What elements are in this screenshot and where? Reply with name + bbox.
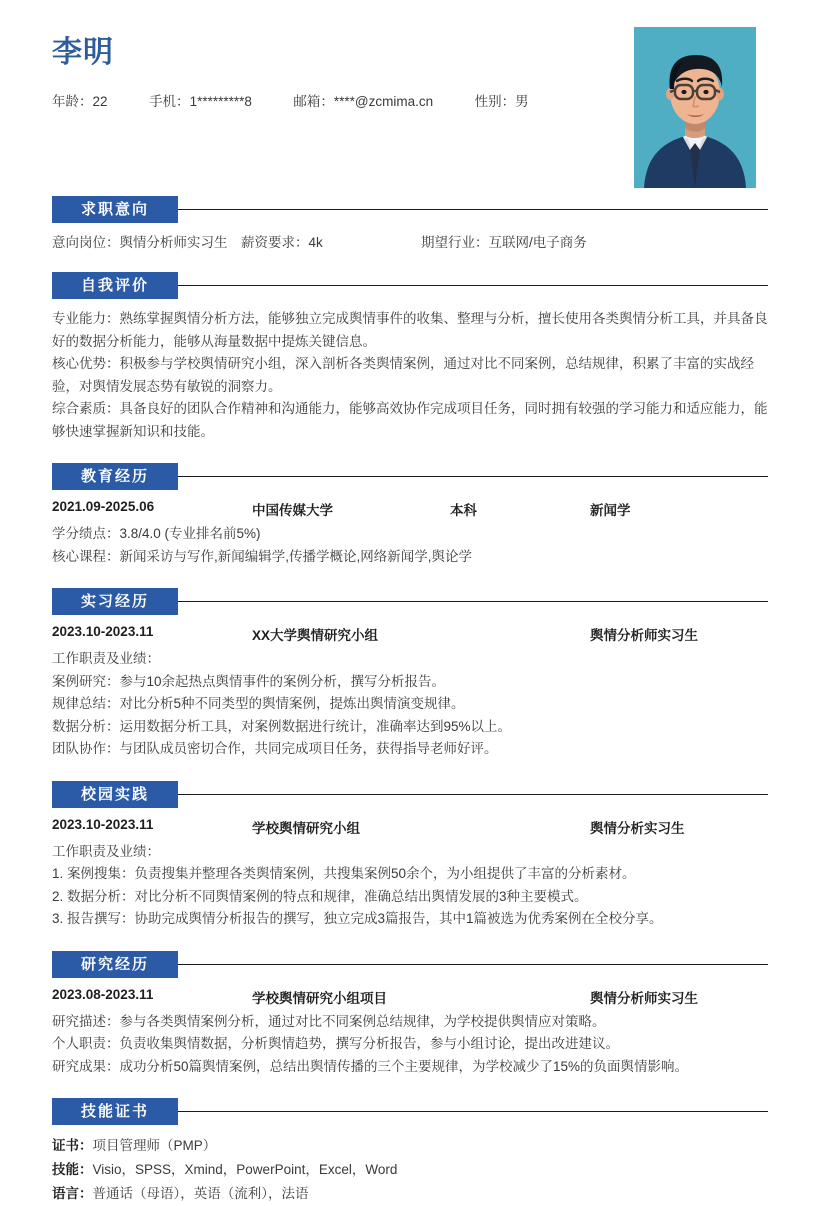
section-header-research [52,951,768,978]
contact-phone-label: 手机： [149,94,190,109]
education-major: 新闻学 [590,503,631,518]
research-role: 舆情分析师实习生 [590,990,698,1006]
section-internship [52,588,768,761]
skills-row-certificate [52,1134,768,1158]
section-title-education: 教育经历 [52,463,178,490]
contact-email-value: ****@zcmima.cn [333,94,434,109]
campus-org: 学校舆情研究小组 [252,820,360,836]
skills-value: 普通话（母语），英语（流利），法语 [92,1186,309,1201]
spacer [52,931,768,951]
page-title: 李明 [52,36,114,69]
contact-age-value: 22 [92,94,108,109]
section-skills [52,1098,768,1206]
list-item: 工作职责及业绩： [52,843,160,859]
section-header-self-evaluation [52,272,768,299]
section-education [52,463,768,568]
objective-industry-value: 互联网/电子商务 [488,235,587,250]
list-item: 案例研究：参与10余起热点舆情事件的案例分析，撰写分析报告。 [52,673,446,689]
campus-role: 舆情分析实习生 [590,820,685,836]
section-title-research: 研究经历 [52,951,178,978]
list-item: 数据分析：运用数据分析工具，对案例数据进行统计，准确率达到95%以上。 [52,718,512,734]
spacer [52,443,768,463]
skills-value: Visio，SPSS，Xmind，PowerPoint，Excel，Word [92,1162,398,1177]
section-title-objective: 求职意向 [52,196,178,223]
avatar [634,27,756,188]
skills-label: 语言： [52,1186,93,1201]
campus-details [52,841,768,931]
list-item: 规律总结：对比分析5种不同类型的舆情案例，提炼出舆情演变规律。 [52,696,465,711]
spacer [52,1078,768,1098]
section-title-self-evaluation: 自我评价 [52,272,178,299]
objective-body [52,232,768,254]
list-item: 3. 报告撰写：协助完成舆情分析报告的撰写，独立完成3篇报告，其中1篇被选为优秀案例在全校分享。 [52,911,663,926]
section-title-skills: 技能证书 [52,1098,178,1125]
section-campus-practice [52,781,768,931]
list-item: 2. 数据分析：对比分析不同舆情案例的特点和规律，准确总结出舆情发展的3种主要模式。 [52,888,588,904]
section-self-evaluation [52,272,768,443]
internship-org: XX大学舆情研究小组 [252,628,379,643]
education-entry-row [52,499,768,521]
resume-header [52,0,768,196]
objective-industry [421,232,587,255]
section-header-internship [52,588,768,615]
list-item: 研究描述：参与各类舆情案例分析，通过对比不同案例总结规律，为学校提供舆情应对策略。 [52,1013,606,1029]
objective-salary [241,232,323,255]
education-courses: 核心课程：新闻采访与写作,新闻编辑学,传播学概论,网络新闻学,舆论学 [52,548,473,564]
internship-details [52,648,768,761]
contact-phone [149,92,252,112]
skills-label: 技能： [52,1162,93,1177]
objective-position [52,232,228,255]
self-evaluation-body [52,308,768,443]
section-research [52,951,768,1079]
list-item: 团队协作：与团队成员密切合作，共同完成项目任务，获得指导老师好评。 [52,741,498,756]
objective-industry-label: 期望行业： [421,235,489,250]
section-header-education [52,463,768,490]
section-header-skills [52,1098,768,1125]
contact-email [293,92,433,112]
section-header-campus-practice [52,781,768,808]
education-details [52,523,768,568]
section-header-objective [52,196,768,223]
section-objective [52,196,768,254]
contact-phone-value: 1*********8 [189,94,252,109]
paragraph: 综合素质：具备良好的团队合作精神和沟通能力，能够高效协作完成项目任务，同时拥有较强的学习能力和适应能力，能够快速掌握新知识和技能。 [52,401,768,439]
paragraph: 核心优势：积极参与学校舆情研究小组，深入剖析各类舆情案例，通过对比不同案例，总结规律，积累了丰富的实战经验，对舆情发展态势有敏锐的洞察力。 [52,356,754,394]
contact-age [52,92,108,112]
contact-email-label: 邮箱： [293,94,334,109]
internship-entry-row [52,624,768,646]
skills-details [52,1134,768,1206]
skills-row-software [52,1158,768,1182]
education-school: 中国传媒大学 [252,503,333,518]
id-photo-illustration [634,27,756,188]
contact-line [52,92,529,112]
research-org: 学校舆情研究小组项目 [252,990,387,1006]
list-item: 工作职责及业绩： [52,651,160,666]
contact-age-label: 年龄： [52,94,93,109]
skills-row-language [52,1182,768,1206]
spacer [52,254,768,272]
paragraph: 专业能力：熟练掌握舆情分析方法，能够独立完成舆情事件的收集、整理与分析，擅长使用各类舆情分析工具，并具备良好的数据分析能力，能够从海量数据中提炼关键信息。 [52,311,768,349]
objective-position-label: 意向岗位： [52,235,120,250]
section-title-campus-practice: 校园实践 [52,781,178,808]
objective-position-value: 舆情分析师实习生 [119,235,228,250]
campus-date: 2023.10-2023.11 [52,816,154,832]
section-title-internship: 实习经历 [52,588,178,615]
spacer [52,761,768,781]
internship-role: 舆情分析师实习生 [590,628,698,643]
list-item: 研究成果：成功分析50篇舆情案例，总结出舆情传播的三个主要规律，为学校减少了15%的负面舆情影响。 [52,1058,689,1074]
skills-value: 项目管理师（PMP） [92,1138,217,1153]
contact-gender [475,92,529,112]
internship-date: 2023.10-2023.11 [52,624,154,639]
skills-label: 证书： [52,1138,93,1153]
education-gpa: 学分绩点：3.8/4.0 (专业排名前5%) [52,526,261,541]
contact-gender-label: 性别： [474,94,516,109]
list-item: 1. 案例搜集：负责搜集并整理各类舆情案例，共搜集案例50余个，为小组提供了丰富的分析素材。 [52,866,636,881]
objective-salary-label: 薪资要求： [241,235,309,250]
objective-salary-value: 4k [308,235,323,250]
contact-gender-value: 男 [515,94,529,109]
research-entry-row [52,987,768,1009]
list-item: 个人职责：负责收集舆情数据，分析舆情趋势，撰写分析报告，参与小组讨论，提出改进建议。 [52,1036,619,1051]
education-date: 2021.09-2025.06 [52,499,155,514]
spacer [52,568,768,588]
research-details [52,1011,768,1079]
campus-entry-row [52,817,768,839]
research-date: 2023.08-2023.11 [52,986,154,1002]
education-degree: 本科 [450,503,477,518]
